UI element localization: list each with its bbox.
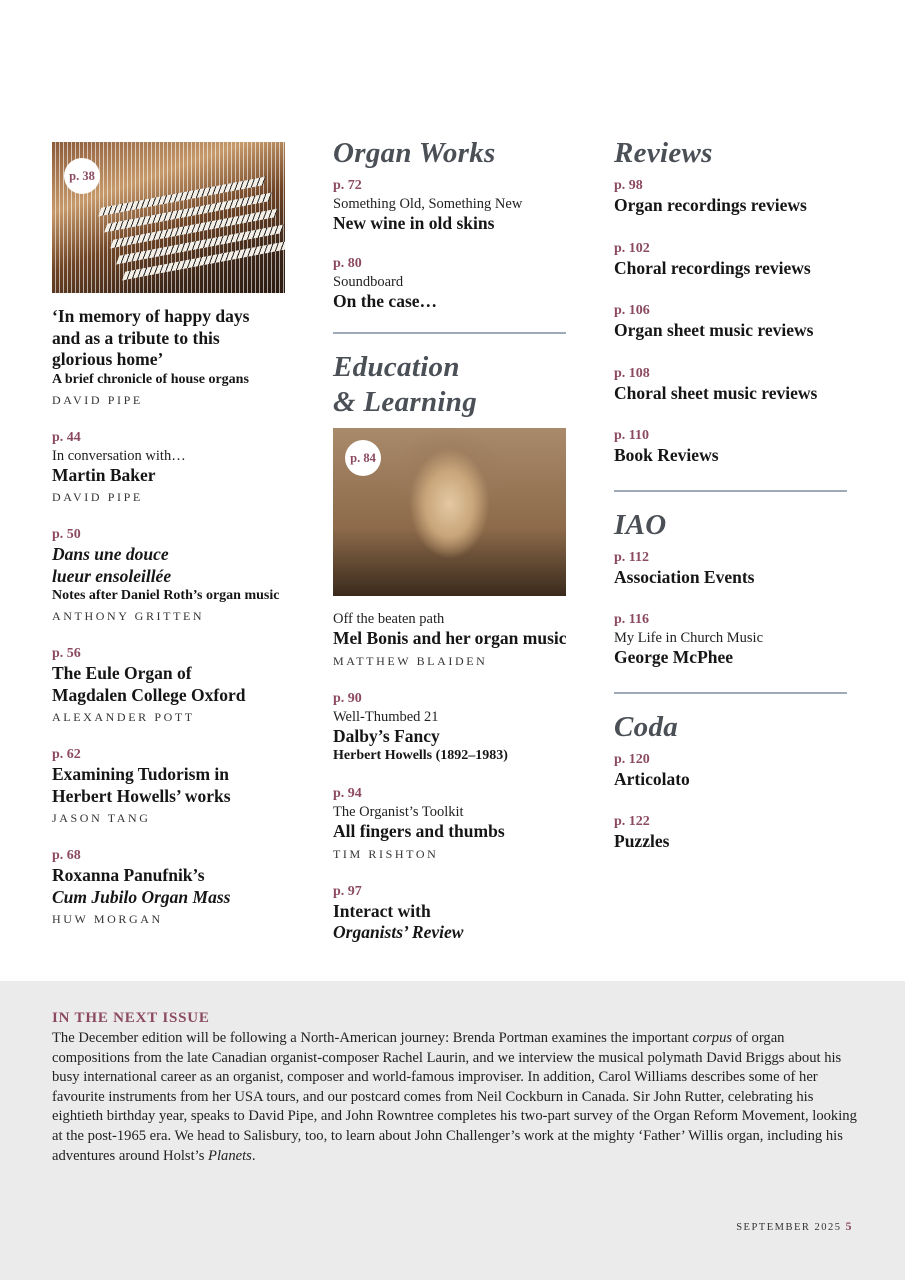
- entry-title[interactable]: Choral sheet music reviews: [614, 382, 818, 403]
- entry-subtitle: A brief chronicle of house organs: [52, 371, 249, 387]
- section-divider: [614, 692, 847, 694]
- contents-entry[interactable]: [333, 883, 578, 944]
- page-ref: p. 68: [52, 848, 81, 863]
- entry-title[interactable]: Organ sheet music reviews: [614, 320, 814, 340]
- section-heading: Reviews: [614, 137, 713, 169]
- page-ref: p. 110: [614, 428, 650, 443]
- entry-subtitle: Herbert Howells (1892–1983): [333, 748, 508, 763]
- contents-entry[interactable]: [614, 549, 859, 589]
- entry-author: HUW MORGAN: [52, 912, 163, 926]
- page-ref: p. 62: [52, 747, 81, 762]
- contents-entry[interactable]: [333, 610, 578, 670]
- contents-entry[interactable]: [333, 690, 578, 766]
- entry-title[interactable]: Herbert Howells’ works: [52, 785, 231, 806]
- page-ref: p. 50: [52, 527, 81, 542]
- entry-kicker: Something Old, Something New: [333, 196, 523, 212]
- entry-title[interactable]: Articolato: [614, 768, 690, 789]
- entry-subtitle: Notes after Daniel Roth’s organ music: [52, 588, 280, 603]
- contents-entry[interactable]: [614, 177, 859, 217]
- contents-column-3: [614, 136, 859, 876]
- page-number: 5: [845, 1219, 853, 1233]
- entry-title[interactable]: Choral recordings reviews: [614, 257, 811, 278]
- next-issue-heading: IN THE NEXT ISSUE: [52, 1010, 210, 1026]
- contents-entry[interactable]: [614, 611, 859, 669]
- page-ref: p. 80: [333, 255, 362, 271]
- contents-entry[interactable]: [52, 847, 297, 928]
- entry-author: ALEXANDER POTT: [52, 710, 195, 724]
- next-issue-text: The December edition will be following a North-American journey: Brenda Portman examines the important: [52, 1030, 693, 1046]
- contents-entry[interactable]: [333, 785, 578, 863]
- folio: [736, 1219, 853, 1234]
- entry-author: JASON TANG: [52, 811, 151, 825]
- next-issue-panel: [0, 981, 905, 1280]
- contents-entry[interactable]: [52, 429, 297, 507]
- entry-kicker: My Life in Church Music: [614, 630, 764, 646]
- page-ref: p. 102: [614, 240, 650, 256]
- page-badge[interactable]: p. 38: [64, 158, 100, 194]
- contents-entry[interactable]: [614, 813, 859, 853]
- entry-title[interactable]: Organ recordings reviews: [614, 195, 807, 215]
- entry-title[interactable]: On the case…: [333, 290, 438, 311]
- page-ref: p. 98: [614, 178, 643, 193]
- entry-title[interactable]: ‘In memory of happy days: [52, 306, 250, 326]
- page-ref: p. 97: [333, 883, 362, 899]
- contents-entry[interactable]: [333, 177, 578, 235]
- entry-author: DAVID PIPE: [52, 490, 143, 504]
- section-divider: [614, 490, 847, 492]
- section-heading: Organ Works: [333, 137, 496, 169]
- page-ref: p. 44: [52, 429, 81, 445]
- next-issue-text: Planets: [208, 1147, 252, 1164]
- organ-console-photo: [52, 142, 285, 293]
- entry-title[interactable]: and as a tribute to this: [52, 327, 220, 348]
- section-heading: Education & Learning: [333, 351, 477, 418]
- entry-title[interactable]: The Eule Organ of: [52, 663, 192, 683]
- entry-kicker: Soundboard: [333, 273, 404, 290]
- contents-entry[interactable]: [614, 427, 859, 467]
- entry-title[interactable]: lueur ensoleillée: [52, 565, 172, 586]
- page-badge[interactable]: p. 84: [345, 440, 381, 476]
- next-issue-text: of organ compositions from the late Canadian organist-composer Rachel Laurin, and we interview the musical polymath David Briggs about his busy international career as an organist, composer and world-famous improviser. In addition, Carol Williams describes some of her favourite instruments from her USA tours, and our postcard comes from Neil Cockburn in Canada. Sir John Rutter, celebrating his eightieth birthday year, speaks to David Pipe, and John Rowntree completes his two-part survey of the Organ Reform Movement, looking at the post-1965 era. We head to Salisbury, too, to learn about John Challenger’s work at the mighty ‘Father’ Willis organ, including his adventures around Holst’s: [52, 1030, 857, 1164]
- entry-title[interactable]: Magdalen College Oxford: [52, 684, 246, 705]
- entry-title[interactable]: Martin Baker: [52, 464, 156, 485]
- entry-title[interactable]: Association Events: [614, 566, 755, 587]
- section-heading: Coda: [614, 710, 679, 743]
- section-heading: IAO: [614, 508, 667, 541]
- page-ref: p. 94: [333, 786, 362, 801]
- entry-title[interactable]: Cum Jubilo Organ Mass: [52, 886, 231, 907]
- entry-title[interactable]: Organists’ Review: [333, 922, 464, 942]
- entry-title[interactable]: Dans une douce: [52, 544, 169, 564]
- entry-author: MATTHEW BLAIDEN: [333, 653, 488, 668]
- page-ref: p. 116: [614, 612, 650, 627]
- page-ref: p. 90: [333, 690, 362, 706]
- contents-entry[interactable]: [614, 365, 859, 405]
- next-issue-text: .: [251, 1147, 256, 1164]
- contents-entry[interactable]: [52, 526, 297, 625]
- entry-author: ANTHONY GRITTEN: [52, 609, 205, 623]
- entry-title[interactable]: George McPhee: [614, 647, 734, 667]
- entry-kicker: Well-Thumbed 21: [333, 708, 439, 725]
- page-ref: p. 72: [333, 178, 362, 193]
- section-divider: [333, 332, 566, 334]
- page-ref: p. 108: [614, 365, 650, 381]
- entry-title[interactable]: Roxanna Panufnik’s: [52, 865, 205, 885]
- page-ref: p. 122: [614, 814, 650, 829]
- entry-title[interactable]: All fingers and thumbs: [333, 821, 505, 841]
- contents-entry[interactable]: [333, 255, 578, 313]
- page-ref: p. 112: [614, 549, 650, 565]
- entry-title[interactable]: Examining Tudorism in: [52, 764, 230, 784]
- contents-entry[interactable]: [614, 751, 859, 791]
- contents-entry[interactable]: [52, 746, 297, 827]
- contents-entry[interactable]: [52, 645, 297, 726]
- issue-date: SEPTEMBER 2025: [736, 1222, 842, 1233]
- entry-title[interactable]: New wine in old skins: [333, 213, 495, 233]
- portrait-photo: [333, 428, 566, 596]
- contents-entry[interactable]: [52, 306, 297, 409]
- entry-kicker: In conversation with…: [52, 447, 186, 464]
- entry-title[interactable]: Puzzles: [614, 831, 670, 851]
- contents-entry[interactable]: [614, 302, 859, 342]
- entry-title[interactable]: Book Reviews: [614, 445, 719, 465]
- contents-column-1: [52, 142, 297, 948]
- contents-column-2: [333, 136, 578, 964]
- entry-title[interactable]: Dalby’s Fancy: [333, 725, 440, 746]
- entry-title[interactable]: Mel Bonis and her organ music: [333, 628, 567, 648]
- contents-entry[interactable]: [614, 240, 859, 280]
- entry-title[interactable]: Interact with: [333, 900, 431, 921]
- entry-author: DAVID PIPE: [52, 392, 143, 407]
- entry-kicker: The Organist’s Toolkit: [333, 804, 464, 820]
- entry-kicker: Off the beaten path: [333, 611, 445, 627]
- page-ref: p. 56: [52, 646, 81, 661]
- next-issue-text: corpus: [692, 1030, 733, 1046]
- page-ref: p. 106: [614, 303, 650, 318]
- entry-title[interactable]: glorious home’: [52, 349, 164, 369]
- page-ref: p. 120: [614, 751, 650, 767]
- entry-author: TIM RISHTON: [333, 846, 439, 861]
- next-issue-body: [52, 1029, 860, 1166]
